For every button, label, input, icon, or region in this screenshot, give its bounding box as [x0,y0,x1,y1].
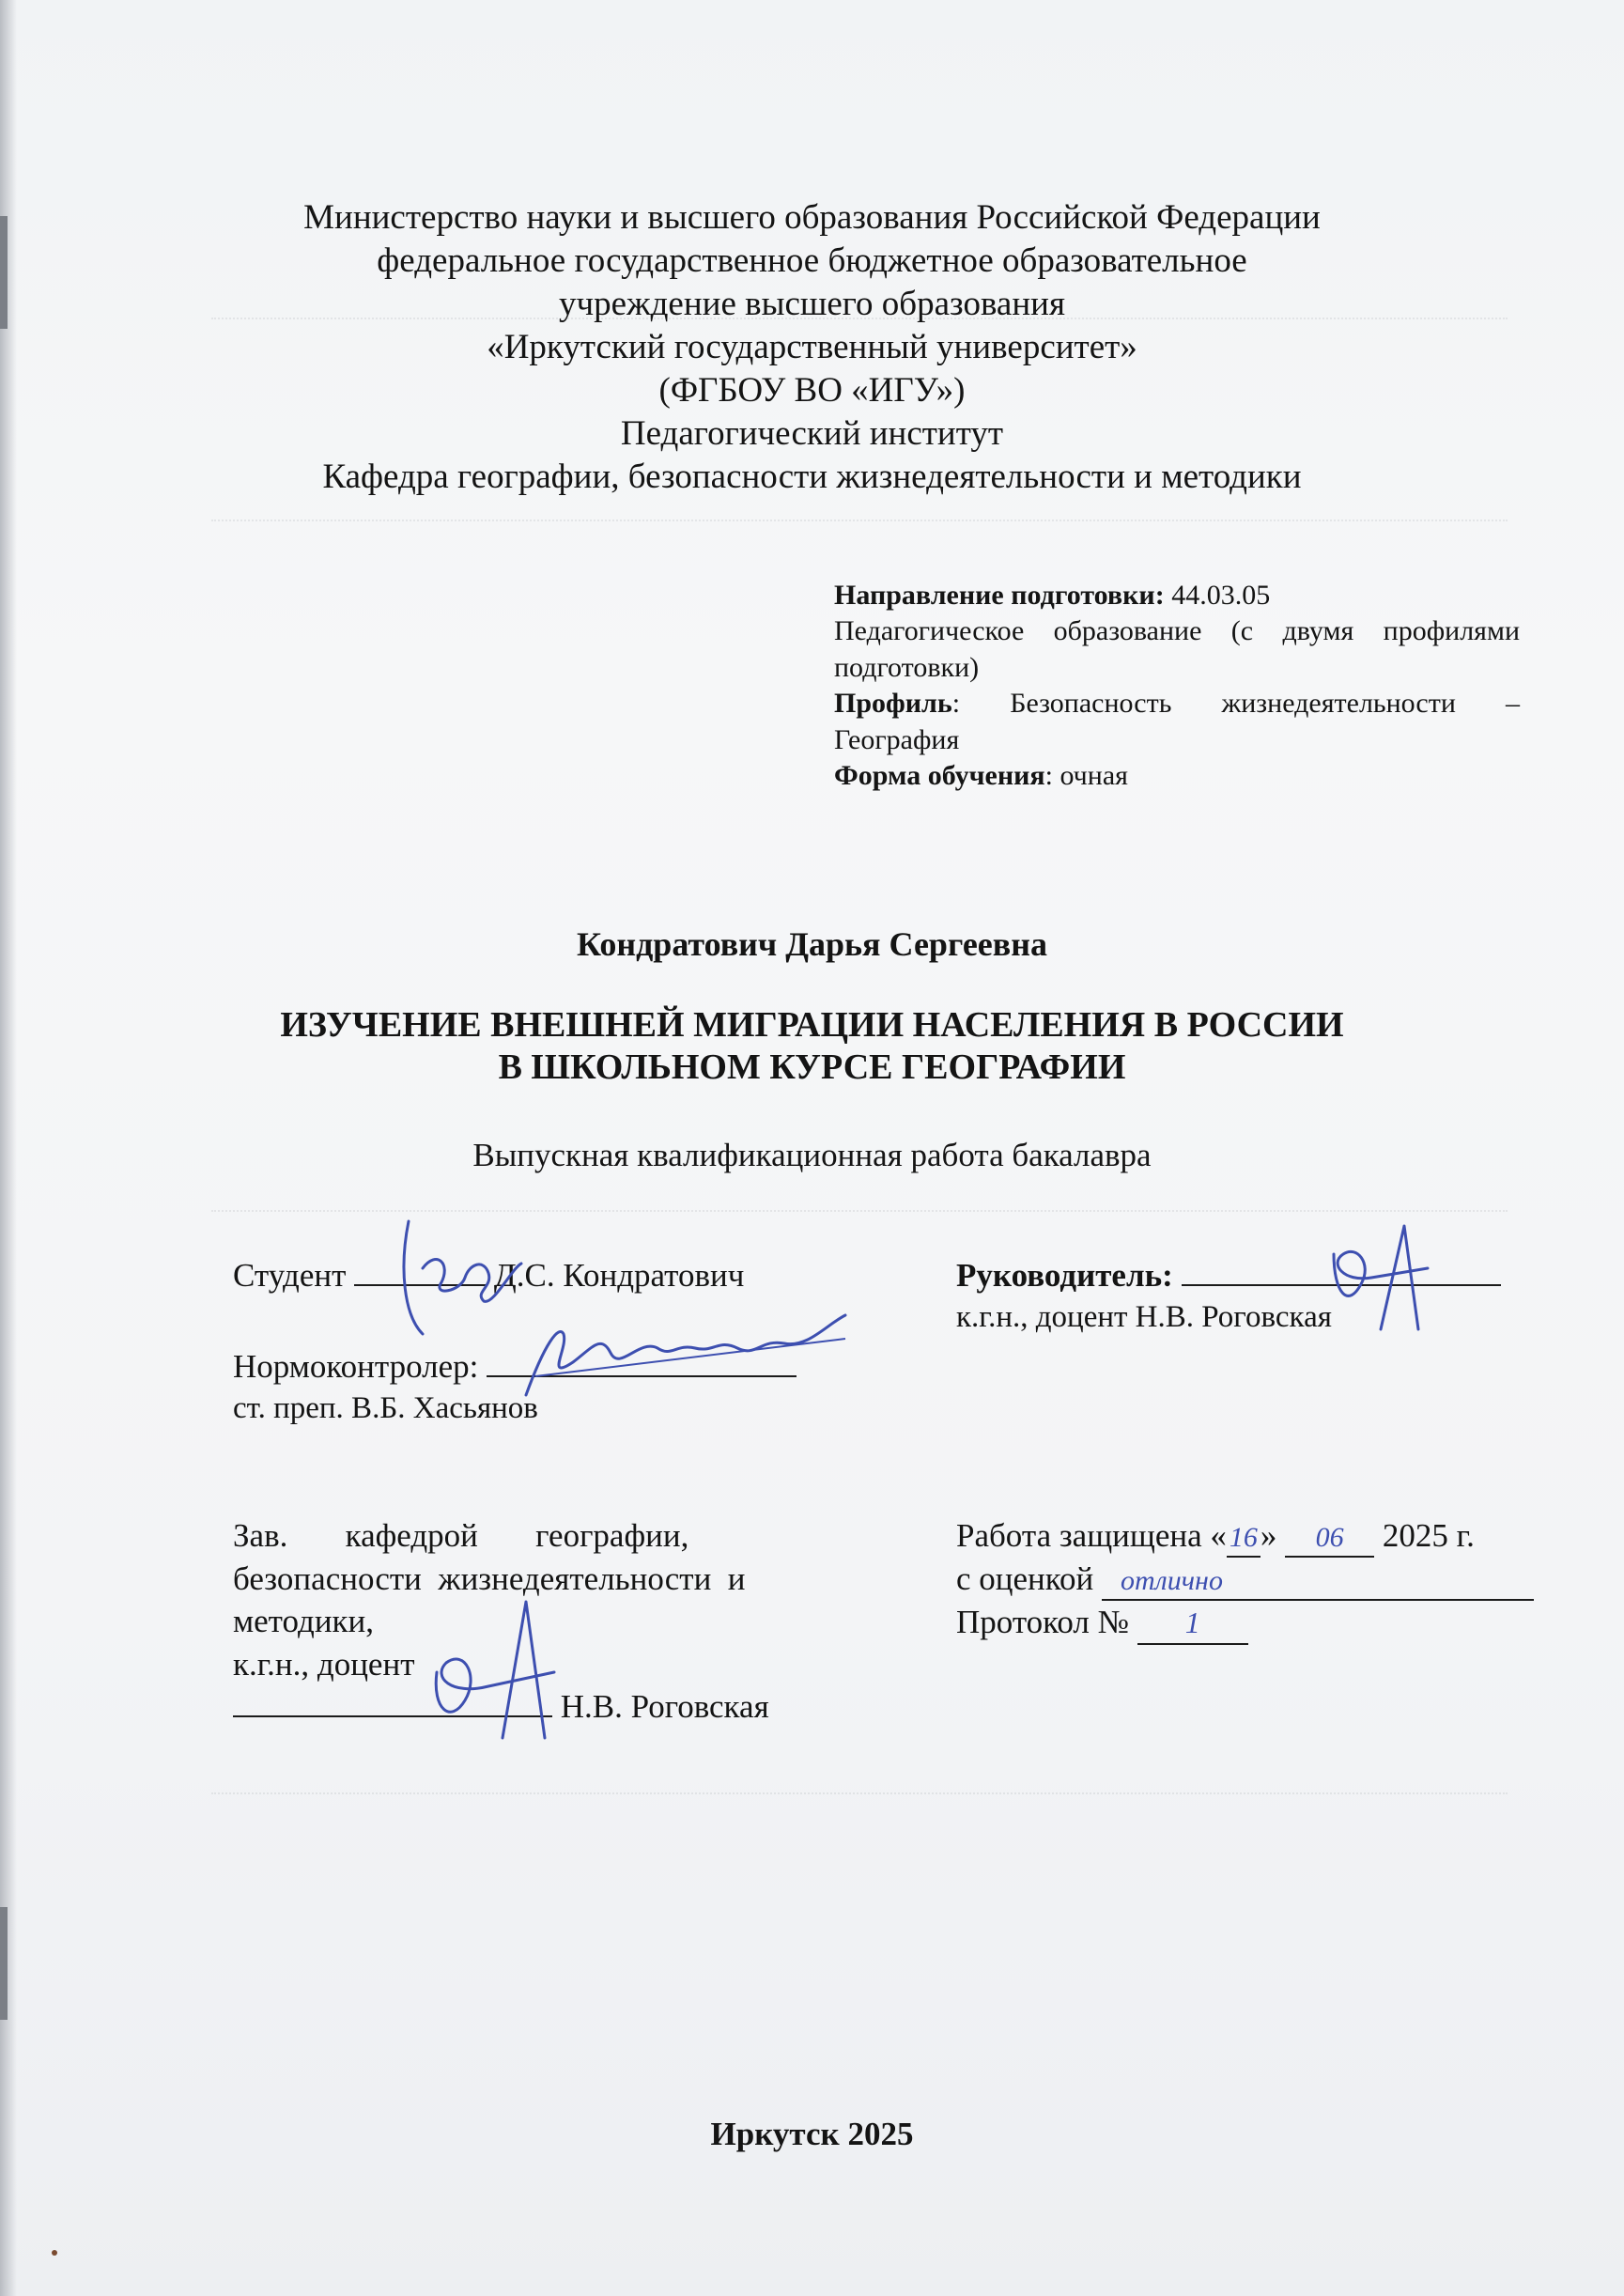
show-through-line [211,512,1508,521]
protocol-number: 1 [1137,1604,1248,1645]
head-label-line4: к.г.н., доцент [233,1645,415,1683]
binding-mark [0,1907,8,2020]
institute-name: Педагогический институт [620,414,1004,453]
defense-day: 16 [1227,1519,1261,1558]
normcontrol-name: ст. преп. В.Б. Хасьянов [233,1390,538,1425]
form-label: Форма обучения [834,759,1045,791]
head-signature-icon [413,1597,582,1747]
city-year: Иркутск 2025 [710,2116,914,2152]
thesis-title-line1: ИЗУЧЕНИЕ ВНЕШНЕЙ МИГРАЦИИ НАСЕЛЕНИЯ В РОССИИ [280,1005,1344,1045]
defense-month: 06 [1285,1519,1374,1558]
defense-quote-close: » [1260,1517,1277,1554]
profile-row [834,686,1520,758]
profile-label: Профиль [834,688,952,720]
direction-name: Педагогическое образование (с двумя профилями подготовки) [834,615,1520,683]
direction-label: Направление подготовки: [834,580,1165,611]
head-label-line2: безопасности жизнедеятельности и [233,1559,746,1597]
supervisor-signature-icon [1306,1217,1465,1339]
show-through-line [211,1202,1508,1212]
defense-year: 2025 г. [1382,1517,1475,1554]
institution-type-line1: федеральное государственное бюджетное образовательное [377,241,1247,280]
university-name: «Иркутский государственный университет» [487,328,1137,366]
student-label: Студент [233,1257,347,1294]
form-value: : очная [1044,759,1128,791]
grade-label: с оценкой [956,1560,1094,1597]
supervisor-title: к.г.н., доцент Н.В. Роговская [956,1299,1332,1334]
author-name: Кондратович Дарья Сергеевна [577,925,1047,963]
department-name: Кафедра географии, безопасности жизнедеятельности и методики [322,458,1302,496]
normcontrol-signature-icon [507,1306,864,1409]
head-label-line3: методики, [233,1603,375,1639]
normcontrol-label: Нормоконтролер: [233,1348,479,1385]
ministry-name: Министерство науки и высшего образования Российской Федерации [303,198,1321,237]
defense-prefix: Работа защищена « [956,1517,1227,1554]
thesis-title-line2: В ШКОЛЬНОМ КУРСЕ ГЕОГРАФИИ [498,1047,1126,1087]
student-name: Д.С. Кондратович [493,1257,745,1294]
show-through-line [211,1785,1508,1794]
work-type: Выпускная квалификационная работа бакалавра [472,1137,1152,1173]
grade-value: отлично [1102,1562,1534,1601]
protocol-label: Протокол № [956,1604,1130,1640]
direction-row [834,578,1520,613]
institution-type-line2: учреждение высшего образования [559,285,1065,323]
program-info [834,578,1520,794]
paper-speck [52,2250,57,2256]
head-label-line1: Зав. кафедрой географии, [233,1517,689,1554]
protocol-row [956,1601,1557,1645]
supervisor-block [956,1254,1557,1337]
supervisor-label: Руководитель: [956,1257,1173,1294]
university-abbreviation: (ФГБОУ ВО «ИГУ») [658,371,966,410]
profile-value: : Безопасность жизнедеятельности – География [834,688,1520,755]
defense-row [956,1514,1557,1558]
defense-block [956,1514,1557,1645]
head-name: Н.В. Роговская [560,1688,769,1725]
form-row [834,758,1520,794]
grade-row [956,1558,1557,1601]
direction-code: 44.03.05 [1164,580,1271,611]
